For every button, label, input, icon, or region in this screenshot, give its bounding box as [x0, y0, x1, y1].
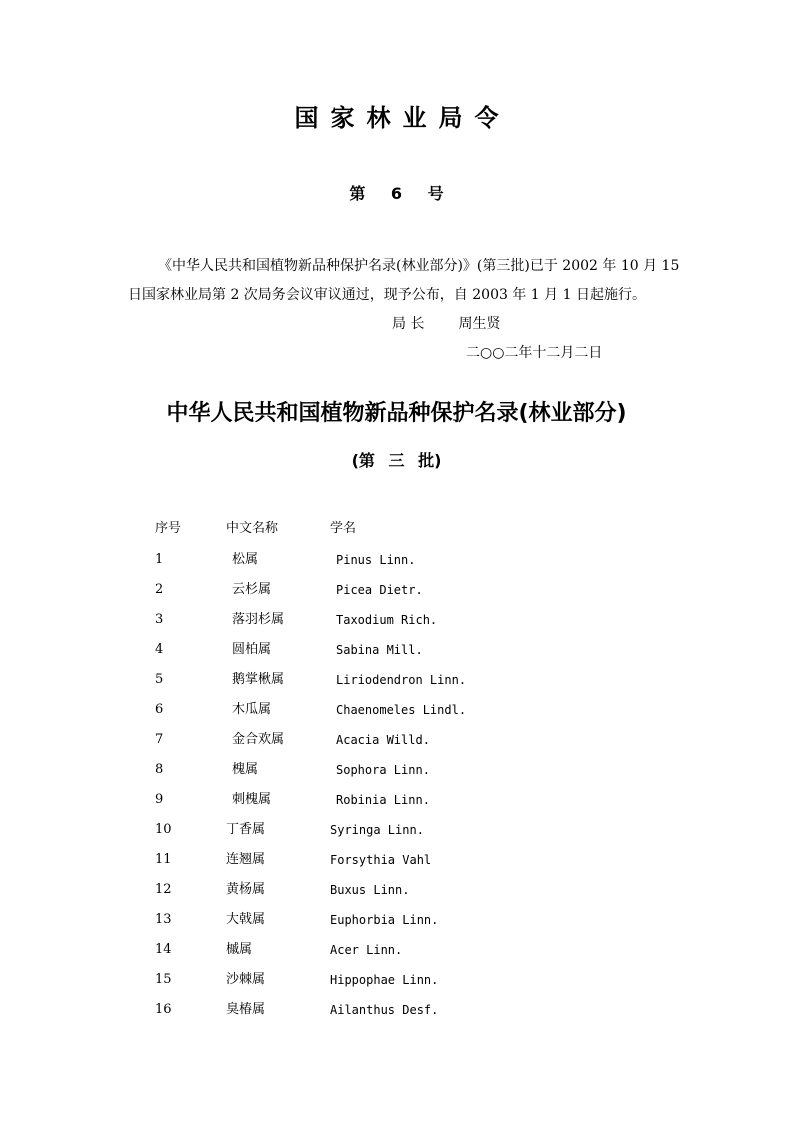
chinese-name: 圆柏属 — [232, 642, 272, 657]
chinese-name: 黄杨属 — [226, 882, 266, 897]
decree-title: 国家林业局令 — [294, 104, 511, 132]
row-number: 11 — [155, 852, 172, 867]
scientific-name: Hippophae Linn. — [330, 973, 439, 987]
column-header-chinese-name: 中文名称 — [226, 521, 279, 536]
scientific-name: Pinus Linn. — [336, 553, 416, 567]
row-number: 3 — [155, 612, 164, 627]
scientific-name: Liriodendron Linn. — [336, 673, 467, 687]
row-number: 5 — [155, 672, 164, 687]
row-number: 6 — [155, 702, 164, 717]
row-number: 7 — [155, 732, 164, 747]
scientific-name: Syringa Linn. — [330, 823, 424, 837]
announcement-line-1: 《中华人民共和国植物新品种保护名录(林业部分)》(第三批)已于 2002 年 10 月 15 — [158, 258, 680, 274]
chinese-name: 落羽杉属 — [232, 612, 285, 627]
chinese-name: 槭属 — [226, 942, 253, 957]
chinese-name: 木瓜属 — [232, 702, 272, 717]
row-number: 16 — [155, 1002, 172, 1017]
scientific-name: Taxodium Rich. — [336, 613, 438, 627]
row-number: 4 — [155, 642, 164, 657]
row-number: 14 — [155, 942, 172, 957]
column-header-scientific-name: 学名 — [330, 521, 357, 536]
row-number: 10 — [155, 822, 172, 837]
row-number: 13 — [155, 912, 172, 927]
scientific-name: Forsythia Vahl — [330, 853, 432, 867]
signer-name: 周生贤 — [458, 316, 501, 332]
row-number: 15 — [155, 972, 172, 987]
chinese-name: 臭椿属 — [226, 1002, 266, 1017]
chinese-name: 大戟属 — [226, 912, 266, 927]
chinese-name: 槐属 — [232, 762, 259, 777]
scientific-name: Acacia Willd. — [336, 733, 430, 747]
scientific-name: Picea Dietr. — [336, 583, 423, 597]
list-title: 中华人民共和国植物新品种保护名录(林业部分) — [166, 401, 627, 426]
row-number: 2 — [155, 582, 164, 597]
chinese-name: 云杉属 — [232, 582, 272, 597]
scientific-name: Acer Linn. — [330, 943, 403, 957]
chinese-name: 松属 — [232, 552, 259, 567]
row-number: 12 — [155, 882, 172, 897]
scientific-name: Buxus Linn. — [330, 883, 410, 897]
column-header-number: 序号 — [155, 521, 182, 536]
chinese-name: 金合欢属 — [232, 732, 285, 747]
announcement-line-2: 日国家林业局第 2 次局务会议审议通过，现予公布，自 2003 年 1 月 1 日起施行。 — [128, 287, 646, 303]
chinese-name: 丁香属 — [226, 822, 266, 837]
chinese-name: 刺槐属 — [232, 792, 272, 807]
chinese-name: 连翘属 — [226, 852, 266, 867]
signer-title: 局 长 — [392, 316, 425, 332]
scientific-name: Ailanthus Desf. — [330, 1003, 439, 1017]
scientific-name: Robinia Linn. — [336, 793, 430, 807]
scientific-name: Sophora Linn. — [336, 763, 430, 777]
scientific-name: Sabina Mill. — [336, 643, 423, 657]
signing-date: 二○○二年十二月二日 — [466, 345, 603, 361]
chinese-name: 鹅掌楸属 — [232, 672, 285, 687]
row-number: 9 — [155, 792, 164, 807]
scientific-name: Chaenomeles Lindl. — [336, 703, 467, 717]
list-subtitle: (第 三 批) — [351, 451, 442, 470]
scientific-name: Euphorbia Linn. — [330, 913, 439, 927]
chinese-name: 沙棘属 — [226, 972, 266, 987]
decree-number: 第 6 号 — [349, 184, 444, 203]
row-number: 8 — [155, 762, 164, 777]
row-number: 1 — [155, 552, 164, 567]
